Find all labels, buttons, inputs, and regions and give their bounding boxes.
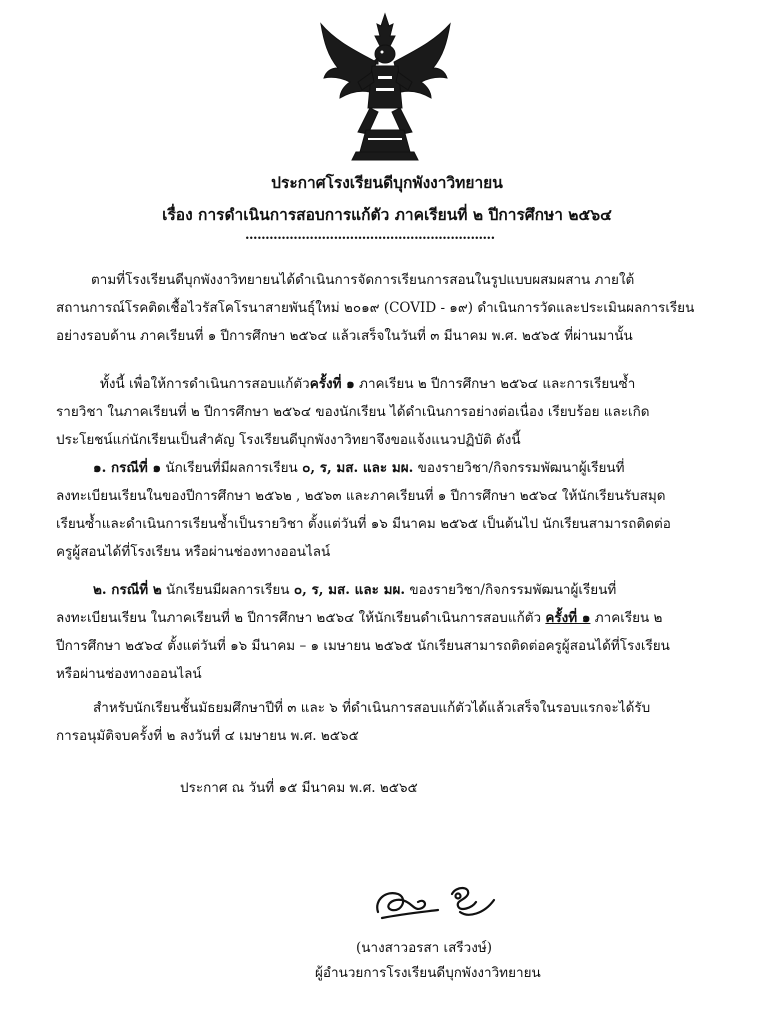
case1-text: นักเรียนที่มีผลการเรียน [161,460,303,476]
case2-text: นักเรียนมีผลการเรียน [161,582,294,598]
case1-text-rest: ของรายวิชา/กิจกรรมพัฒนาผู้เรียนที่ [413,460,625,476]
signatory-position: ผู้อำนวยการโรงเรียนดีบุกพังงาวิทยายน [315,965,541,981]
para2-line2: รายวิชา ในภาคเรียนที่ ๒ ปีการศึกษา ๒๕๖๔ ของนักเรียน ได้ดำเนินการอย่างต่อเนื่อง เรียบร้อย และเกิด [56,404,650,420]
case1-line4: ครูผู้สอนได้ที่โรงเรียน หรือผ่านช่องทางออนไลน์ [56,544,331,560]
dotted-separator: .............................................................. [245,228,495,243]
case1-line2: ลงทะเบียนเรียนในของปีการศึกษา ๒๕๖๒ , ๒๕๖๓ และภาคเรียนที่ ๑ ปีการศึกษา ๒๕๖๔ ให้นักเรียนรับสมุด [56,488,666,504]
case2-grades: ๐, ร, มส. และ มผ. [293,582,406,598]
handwritten-signature [372,878,502,928]
para2-line1-rest: ภาคเรียน ๒ ปีการศึกษา ๒๕๖๔ และการเรียนซ้ำ [354,376,636,392]
case1-heading: ๑. กรณีที่ ๑ [93,460,162,476]
signatory-name: (นางสาวอรสา เสรีวงษ์) [356,940,492,956]
case2-heading: ๒. กรณีที่ ๒ [93,582,162,598]
para2-line1-text: ทั้งนี้ เพื่อให้การดำเนินการสอบแก้ตัว [100,376,310,392]
garuda-emblem [318,12,453,162]
announcement-title: ประกาศโรงเรียนดีบุกพังงาวิทยายน [271,173,503,192]
case1-line3: เรียนซ้ำและดำเนินการเรียนซ้ำเป็นรายวิชา ตั้งแต่วันที่ ๑๖ มีนาคม ๒๕๖๕ เป็นต้นไป นักเรียนสามารถติดต่อ [56,516,671,532]
case2-line2-rest: ภาคเรียน ๒ [590,610,663,626]
para3-line1: สำหรับนักเรียนชั้นมัธยมศึกษาปีที่ ๓ และ ๖ ที่ดำเนินการสอบแก้ตัวได้แล้วเสร็จในรอบแรกจะได้รับ [93,700,651,716]
announcement-subject: เรื่อง การดำเนินการสอบการแก้ตัว ภาคเรียนที่ ๒ ปีการศึกษา ๒๕๖๔ [162,205,612,224]
case2-round-emphasis: ครั้งที่ ๑ [545,610,591,626]
para1-line3: อย่างรอบด้าน ภาคเรียนที่ ๑ ปีการศึกษา ๒๕๖๔ แล้วเสร็จในวันที่ ๓ มีนาคม พ.ศ. ๒๕๖๕ ที่ผ่านมานั้น [56,328,633,344]
para2-line3: ประโยชน์แก่นักเรียนเป็นสำคัญ โรงเรียนดีบุกพังงาวิทยาจึงขอแจ้งแนวปฏิบัติ ดังนี้ [56,432,521,448]
case1-line1 [93,456,625,478]
para2-round-emphasis: ครั้งที่ ๑ [309,376,355,392]
case2-text-rest: ของรายวิชา/กิจกรรมพัฒนาผู้เรียนที่ [405,582,617,598]
para1-line1: ตามที่โรงเรียนดีบุกพังงาวิทยายนได้ดำเนินการจัดการเรียนการสอนในรูปแบบผสมผสาน ภายใต้ [91,272,635,288]
announcement-date: ประกาศ ณ วันที่ ๑๕ มีนาคม พ.ศ. ๒๕๖๕ [180,780,418,796]
case1-grades: ๐, ร, มส. และ มผ. [302,460,414,476]
case2-line3: ปีการศึกษา ๒๕๖๔ ตั้งแต่วันที่ ๑๖ มีนาคม – ๑ เมษายน ๒๕๖๕ นักเรียนสามารถติดต่อครูผู้สอนได้ที่โรงเรียน [56,638,670,654]
para3-line2: การอนุมัติจบครั้งที่ ๒ ลงวันที่ ๔ เมษายน พ.ศ. ๒๕๖๕ [56,728,359,744]
para1-line2: สถานการณ์โรคติดเชื้อไวรัสโคโรนาสายพันธุ์ใหม่ ๒๐๑๙ (COVID - ๑๙) ดำเนินการวัดและประเมินผลการเรียน [56,300,695,316]
case2-line2-text: ลงทะเบียนเรียน ในภาคเรียนที่ ๒ ปีการศึกษา ๒๕๖๔ ให้นักเรียนดำเนินการสอบแก้ตัว [56,610,546,626]
case2-line1 [93,578,616,600]
para2-line1 [100,372,635,394]
case2-line4: หรือผ่านช่องทางออนไลน์ [56,666,202,682]
case2-line2 [56,606,662,628]
